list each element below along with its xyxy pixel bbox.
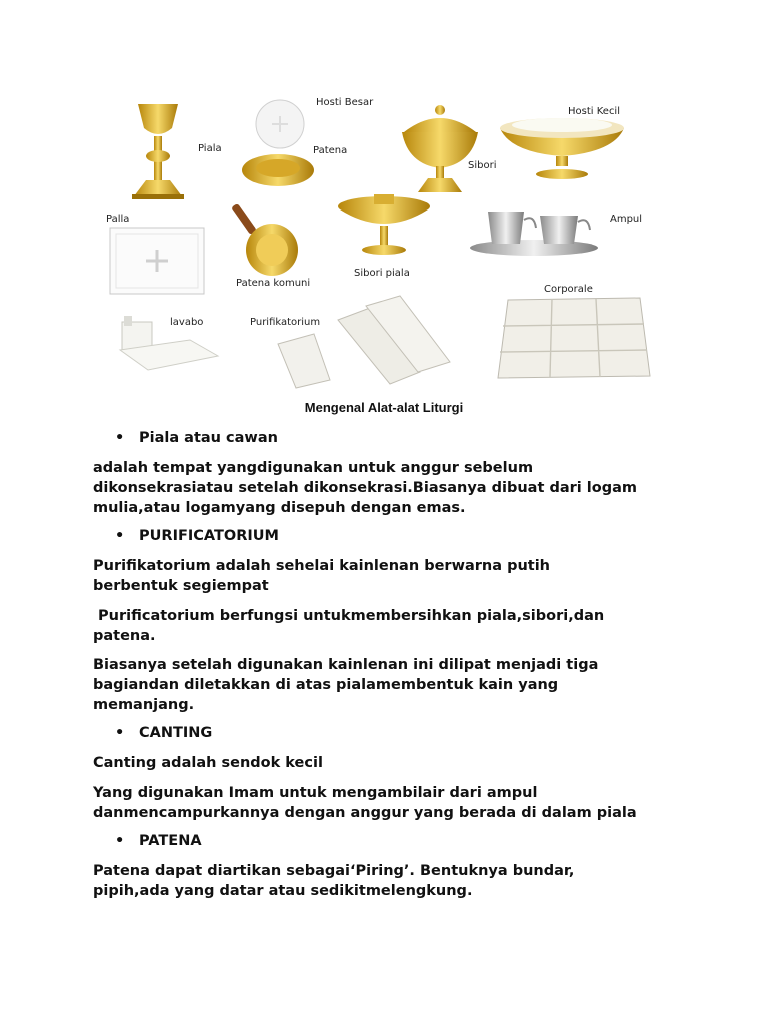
paragraph-canting-1 [93, 753, 693, 773]
heading-patena: PATENA [139, 833, 202, 849]
ciborium-cup-image [338, 194, 430, 255]
line: berbentuk segiempat [93, 578, 269, 594]
communion-paten-image [231, 203, 298, 276]
label-sibori: Sibori [468, 160, 497, 171]
paragraph-patena [93, 861, 693, 901]
paragraph-purificatorium-2 [93, 606, 693, 646]
paragraph-purificatorium-3 [93, 655, 693, 715]
label-hosti-besar: Hosti Besar [316, 97, 374, 108]
paragraph-piala [93, 458, 693, 518]
label-hosti-kecil: Hosti Kecil [568, 106, 620, 117]
label-lavabo: lavabo [170, 317, 204, 328]
small-hosts-image [500, 118, 624, 179]
line: Yang digunakan Imam untuk mengambilair dari ampul [93, 785, 538, 801]
liturgy-items-figure [100, 88, 680, 393]
line: patena. [93, 628, 156, 644]
label-corporale: Corporale [544, 284, 593, 295]
label-patena-komuni: Patena komuni [236, 278, 311, 289]
line: pipih,ada yang datar atau sedikitmelengkung. [93, 883, 473, 899]
document-body [93, 428, 693, 901]
line: Biasanya setelah digunakan kainlenan ini dilipat menjadi tiga [93, 657, 599, 673]
line: bagiandan diletakkan di atas pialamembentuk kain yang [93, 677, 559, 693]
paragraph-canting-2 [93, 783, 693, 823]
label-purifikatorium: Purifikatorium [250, 317, 321, 328]
paragraph-purificatorium-1 [93, 556, 693, 596]
bullet-purificatorium [93, 526, 693, 546]
line: Canting adalah sendok kecil [93, 755, 323, 771]
heading-piala: Piala atau cawan [139, 430, 278, 446]
figure-caption: Mengenal Alat-alat Liturgi [304, 400, 464, 415]
paten-image [242, 154, 314, 186]
label-sibori-piala: Sibori piala [354, 268, 410, 279]
ciborium-image [402, 105, 478, 192]
cruets-image [470, 212, 598, 256]
line: Purifikatorium adalah sehelai kainlenan berwarna putih [93, 558, 550, 574]
label-ampul: Ampul [610, 214, 643, 225]
line: mulia,atau logamyang disepuh dengan emas. [93, 500, 466, 516]
label-piala: Piala [198, 143, 222, 154]
label-patena: Patena [313, 145, 348, 156]
bullet-patena [93, 831, 693, 851]
line: dikonsekrasiatau setelah dikonsekrasi.Biasanya dibuat dari logam [93, 480, 637, 496]
chalice-image [132, 104, 184, 199]
large-host-image [256, 100, 304, 148]
line: danmencampurkannya dengan anggur yang berada di dalam piala [93, 805, 637, 821]
line: Patena dapat diartikan sebagai‘Piring’. Bentuknya bundar, [93, 863, 575, 879]
label-palla: Palla [106, 214, 130, 225]
line: adalah tempat yangdigunakan untuk anggur sebelum [93, 460, 534, 476]
line: Purificatorium berfungsi untukmembersihkan piala,sibori,dan [93, 608, 605, 624]
bullet-piala [93, 428, 693, 448]
pall-image [110, 228, 204, 294]
purificator-image [278, 296, 450, 388]
corporal-image [498, 298, 650, 378]
heading-canting: CANTING [139, 725, 213, 741]
line: memanjang. [93, 697, 195, 713]
heading-purificatorium: PURIFICATORIUM [139, 528, 279, 544]
bullet-canting [93, 723, 693, 743]
